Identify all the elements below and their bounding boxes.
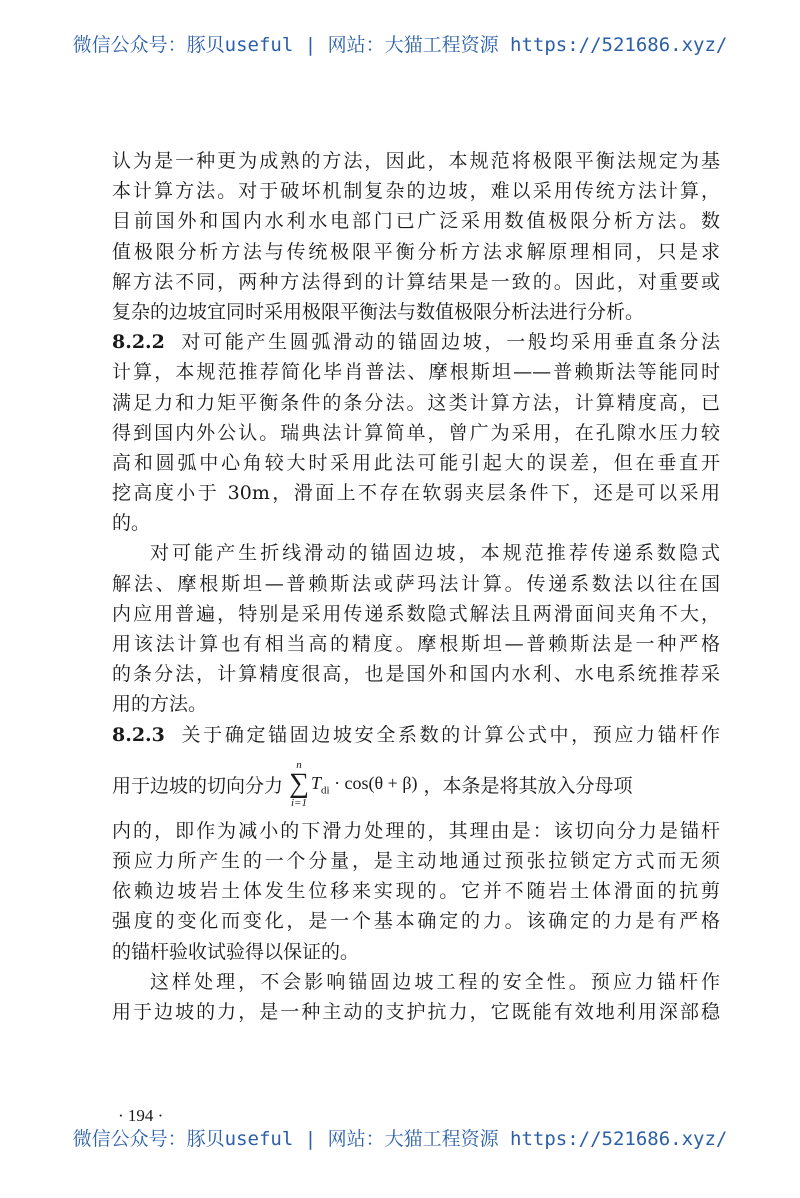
- formula-rest: · cos(θ + β): [329, 772, 418, 793]
- section-number: 8.2.2: [112, 331, 165, 354]
- text-line: 内的，即作为减小的下滑力处理的，其理由是：该切向分力是锚杆: [112, 819, 720, 842]
- page-number: · 194 ·: [118, 1106, 164, 1125]
- text-line: 这样处理，不会影响锚固边坡工程的安全性。预应力锚杆作: [150, 970, 720, 993]
- watermark-top: 微信公众号：豚贝useful | 网站：大猫工程资源 https://521686.xyz/: [72, 34, 728, 56]
- paragraph-polyline-slope: [112, 538, 720, 719]
- text-line: 用的方法。: [112, 693, 208, 716]
- sum-lower-limit: i=1: [291, 796, 307, 809]
- tangential-force-formula: [289, 750, 417, 824]
- text-line: 挖高度小于 30m，滑面上不存在软弱夹层条件下，还是可以采用: [112, 482, 720, 505]
- text-line: 的锚杆验收试验得以保证的。: [112, 940, 360, 963]
- text-line: 高和圆弧中心角较大时采用此法可能引起大的误差，但在垂直开: [112, 451, 720, 474]
- text-line: 用于边坡的力，是一种主动的支护抗力，它既能有效地利用深部稳: [112, 1000, 720, 1023]
- text-fragment: ，本条是将其放入分母项: [423, 774, 633, 797]
- summation-symbol: n ∑ i=1: [289, 759, 309, 809]
- text-line: 值极限分析方法与传统极限平衡分析方法求解原理相同，只是求: [112, 240, 720, 263]
- section-8-2-2: [112, 327, 720, 538]
- document-body: [112, 146, 720, 1027]
- paragraph-intro: [112, 146, 720, 327]
- text-fragment: 关于确定锚固边坡安全系数的计算公式中，预应力锚杆作: [178, 723, 720, 746]
- text-line: 本计算方法。对于破坏机制复杂的边坡，难以采用传统方法计算，: [112, 180, 720, 203]
- text-line: 用该法计算也有相当高的精度。摩根斯坦—普赖斯法是一种严格: [112, 633, 720, 655]
- text-fragment: 用于边坡的切向分力: [112, 774, 284, 797]
- text-fragment: 对可能产生圆弧滑动的锚固边坡，一般均采用垂直条分法: [178, 331, 720, 354]
- section-first-line: [112, 327, 720, 357]
- text-line: 解法、摩根斯坦—普赖斯法或萨玛法计算。传递系数法以往在国: [112, 572, 720, 595]
- text-line: 内应用普遍，特别是采用传递系数隐式解法且两滑面间夹角不大，: [112, 602, 720, 625]
- formula-line: [112, 750, 720, 816]
- text-line: 强度的变化而变化，是一个基本确定的力。该确定的力是有严格: [112, 910, 720, 933]
- text-line: 得到国内外公认。瑞典法计算简单，曾广为采用，在孔隙水压力较: [112, 421, 720, 444]
- formula-term-subscript: di: [321, 784, 330, 797]
- text-line: 复杂的边坡宜同时采用极限平衡法与数值极限分析法进行分析。: [112, 300, 645, 323]
- text-line: 预应力所产生的一个分量，是主动地通过预张拉锁定方式而无须: [112, 849, 720, 872]
- paragraph-safety: [112, 967, 720, 1027]
- section-8-2-3: [112, 720, 720, 967]
- text-line: 认为是一种更为成熟的方法，因此，本规范将极限平衡法规定为基: [112, 150, 720, 172]
- text-line: 解方法不同，两种方法得到的计算结果是一致的。因此，对重要或: [112, 270, 720, 293]
- text-line: 的。: [112, 512, 151, 535]
- sum-upper-limit: n: [296, 759, 302, 772]
- watermark-bottom: 微信公众号：豚贝useful | 网站：大猫工程资源 https://521686.xyz/: [72, 1128, 728, 1150]
- text-line: 的条分法，计算精度很高，也是国外和国内水利、水电系统推荐采: [112, 663, 720, 686]
- text-line: 依赖边坡岩土体发生位移来实现的。它并不随岩土体滑面的抗剪: [112, 880, 720, 903]
- section-first-line: [112, 720, 720, 750]
- text-line: 计算，本规范推荐简化毕肖普法、摩根斯坦——普赖斯法等能同时: [112, 361, 720, 384]
- text-line: 满足力和力矩平衡条件的条分法。这类计算方法，计算精度高，已: [112, 391, 720, 414]
- text-line: 对可能产生折线滑动的锚固边坡，本规范推荐传递系数隐式: [150, 542, 720, 565]
- text-line: 目前国外和国内水利水电部门已广泛采用数值极限分析方法。数: [112, 210, 720, 233]
- section-number: 8.2.3: [112, 723, 165, 746]
- formula-term: T: [310, 772, 321, 793]
